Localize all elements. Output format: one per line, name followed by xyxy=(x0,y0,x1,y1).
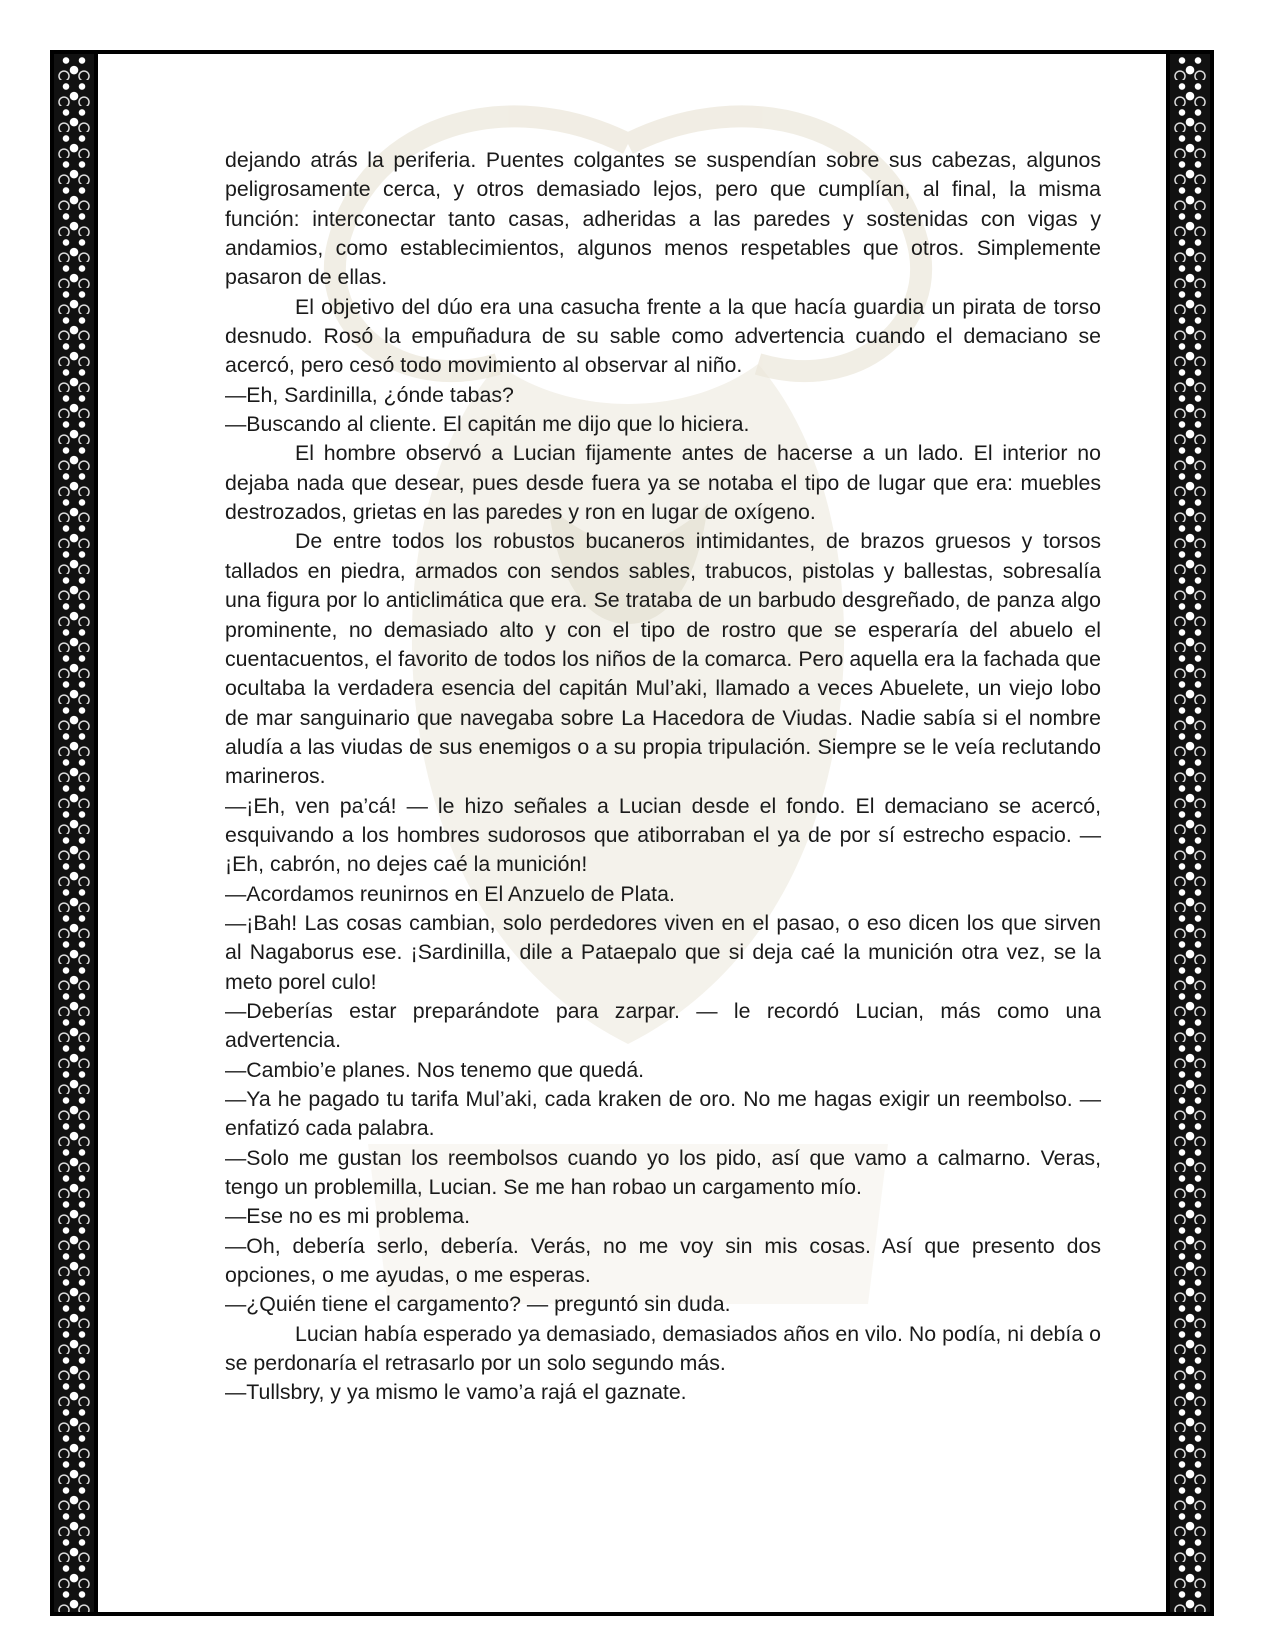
paragraph: —Buscando al cliente. El capitán me dijo que lo hiciera. xyxy=(225,412,750,437)
paragraph: El hombre observó a Lucian fijamente antes de hacerse a un lado. El interior no dejaba nada que desear, pues desde fuera ya se notaba el tipo de lugar que era: muebles destrozados, grietas en las paredes y ron en lugar de oxígeno. xyxy=(225,441,1101,525)
paragraph: Lucian había esperado ya demasiado, demasiados años en vilo. No podía, ni debía o se perdonaría el retrasarlo por un solo segundo más. xyxy=(225,1321,1101,1376)
paragraph: —Solo me gustan los reembolsos cuando yo los pido, así que vamo a calmarno. Veras, tengo un problemilla, Lucian. Se me han robao un cargamento mío. xyxy=(225,1145,1101,1200)
paragraph: —Acordamos reunirnos en El Anzuelo de Plata. xyxy=(225,881,675,906)
paragraph: —Eh, Sardinilla, ¿ónde tabas? xyxy=(225,382,514,407)
ornamental-border-right xyxy=(1170,54,1210,1612)
paragraph: —Ya he pagado tu tarifa Mul’aki, cada kraken de oro. No me hagas exigir un reembolso. — enfatizó cada palabra. xyxy=(225,1087,1101,1141)
paragraph: —Oh, debería serlo, debería. Verás, no me voy sin mis cosas. Así que presento dos opciones, o me ayudas, o me esperas. xyxy=(225,1233,1101,1288)
paragraph: —¡Eh, ven pa’cá! — le hizo señales a Lucian desde el fondo. El demaciano se acercó, esquivando a los hombres sudorosos que atiborraban el ya de por sí estrecho espacio. —¡Eh, cabrón, no dejes caé la munición! xyxy=(225,793,1101,877)
body-text xyxy=(225,146,1101,1408)
paragraph: —Deberías estar preparándote para zarpar. — le recordó Lucian, más como una advertencia. xyxy=(225,998,1101,1053)
paragraph: —¿Quién tiene el cargamento? — preguntó sin duda. xyxy=(225,1292,731,1317)
paragraph: dejando atrás la periferia. Puentes colgantes se suspendían sobre sus cabezas, algunos peligrosamente cerca, y otros demasiado lejos, pero que cumplían, al final, la misma función: interconectar tanto casas, adheridas a las paredes y sostenidas con vigas y andamios, como establecimientos, algunos menos respetables que otros. Simplemente pasaron de ellas. xyxy=(225,148,1101,290)
paragraph: —Cambio’e planes. Nos tenemo que quedá. xyxy=(225,1057,645,1082)
paragraph: —Tullsbry, y ya mismo le vamo’a rajá el gaznate. xyxy=(225,1380,687,1405)
paragraph: —¡Bah! Las cosas cambian, solo perdedores viven en el pasao, o eso dicen los que sirven al Nagaborus ese. ¡Sardinilla, dile a Pataepalo que si deja caé la munición otra vez, se la meto porel culo! xyxy=(225,910,1101,994)
paragraph: —Ese no es mi problema. xyxy=(225,1204,471,1229)
paragraph: De entre todos los robustos bucaneros intimidantes, de brazos gruesos y torsos tallados en piedra, armados con sendos sables, trabucos, pistolas y ballestas, sobresalía una figura por lo anticlimática que era. Se trataba de un barbudo desgreñado, de panza algo prominente, no demasiado alto y con el tipo de rostro que se esperaría del abuelo el cuentacuentos, el favorito de todos los niños de la comarca. Pero aquella era la fachada que ocultaba la verdadera esencia del capitán Mul’aki, llamado a veces Abuelete, un viejo lobo de mar sanguinario que navegaba sobre La Hacedora de Viudas. Nadie sabía si el nombre aludía a las viudas de sus enemigos o a su propia tripulación. Siempre se le veía reclutando marineros. xyxy=(225,529,1101,789)
page-content-panel xyxy=(98,54,1166,1612)
paragraph: El objetivo del dúo era una casucha frente a la que hacía guardia un pirata de torso desnudo. Rosó la empuñadura de su sable como advertencia cuando el demaciano se acercó, pero cesó todo movimiento al observar al niño. xyxy=(225,294,1101,378)
decorative-page-frame xyxy=(50,50,1214,1616)
ornamental-border-left xyxy=(54,54,94,1612)
